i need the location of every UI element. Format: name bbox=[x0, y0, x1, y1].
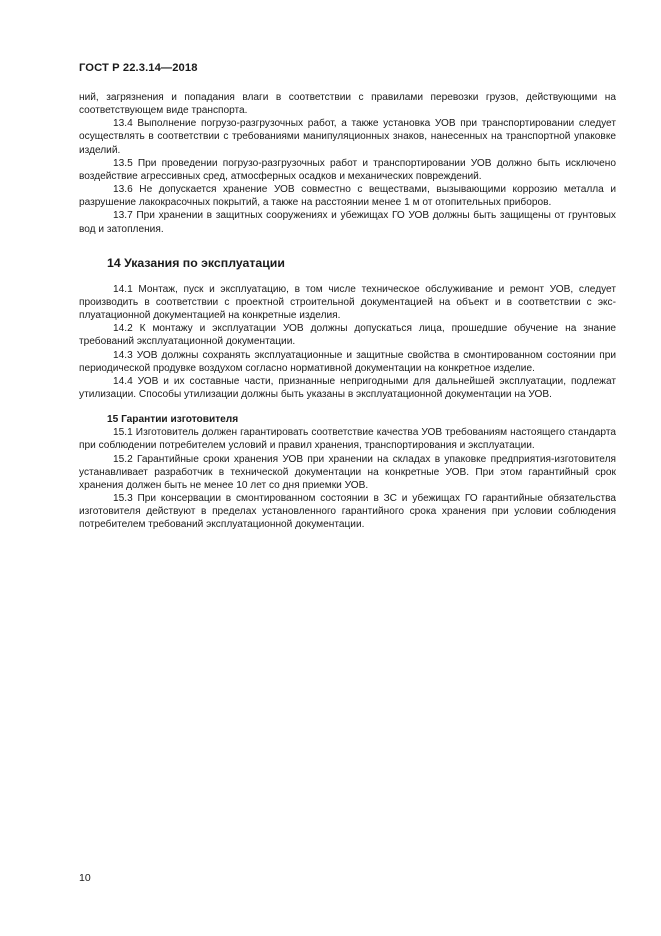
paragraph-14-2: 14.2 К монтажу и эксплуатации УОВ должны допускаться лица, прошедшие обучение на знание требований эксплуатационной документации. bbox=[79, 323, 616, 348]
page-number: 10 bbox=[79, 872, 91, 884]
paragraph-14-4: 14.4 УОВ и их составные части, признанные непригодными для дальнейшей эксплуатации, подлежат утилизации. Способы утилизации должны быть указаны в эксплуатационной документации на УОВ. bbox=[79, 375, 616, 400]
paragraph-13-4: 13.4 Выполнение погрузо-разгрузочных работ, а также установка УОВ при транспортировании следует осуществлять в соответствии с требованиями манипуляционных знаков, нанесенных на транспортной упаковке изделий. bbox=[79, 118, 616, 156]
paragraph-15-1: 15.1 Изготовитель должен гарантировать соответствие качества УОВ требованиям настоящего стандарта при соблюдении потребителем условий и правил хранения, транспортирования и эксплуатации. bbox=[79, 427, 616, 452]
document-code-header: ГОСТ Р 22.3.14—2018 bbox=[79, 62, 198, 74]
paragraph-14-1: 14.1 Монтаж, пуск и эксплуатацию, в том числе техническое обслуживание и ремонт УОВ, следует производить в соответствии с проектной строительной документацией на объект и в соответствии с эксплуатационной документацией на конкретные изделия. bbox=[79, 283, 616, 322]
intro-paragraph: ний, загрязнения и попадания влаги в соответствии с правилами перевозки грузов, действующими на соответствующем виде транспорта. bbox=[79, 92, 616, 117]
paragraph-13-6: 13.6 Не допускается хранение УОВ совместно с веществами, вызывающими коррозию металла и разрушение лакокрасочных покрытий, а также на расстоянии менее 1 м от отопительных приборов. bbox=[79, 184, 616, 209]
paragraph-13-5: 13.5 При проведении погрузо-разгрузочных работ и транспортировании УОВ должно быть исключено воздействие агрессивных сред, атмосферных осадков и механических повреждений. bbox=[79, 157, 616, 182]
paragraph-14-3: 14.3 УОВ должны сохранять эксплуатационные и защитные свойства в смонтированном состоянии при периодической продувке воздухом согласно нормативной документации на конкретное изделие. bbox=[79, 349, 616, 374]
section-14-heading: 14 Указания по эксплуатации bbox=[107, 255, 285, 270]
paragraph-13-7: 13.7 При хранении в защитных сооружениях и убежищах ГО УОВ должны быть защищены от грунтовых вод и затопления. bbox=[79, 210, 616, 235]
section-15-heading: 15 Гарантии изготовителя bbox=[107, 414, 239, 426]
paragraph-15-3: 15.3 При консервации в смонтированном состоянии в ЗС и убежищах ГО гарантийные обязательства изготовителя действуют в пределах установленного гарантийного срока хранения при условии соблюдения потребителем требований эксплуатационной документации. bbox=[79, 493, 616, 531]
document-body bbox=[79, 91, 616, 532]
paragraph-15-2: 15.2 Гарантийные сроки хранения УОВ при хранении на складах в упаковке предприятия-изготовителя устанавливает разработчик в технической документации на конкретные УОВ. При этом гарантийный срок хранения должен быть не менее 10 лет со дня приемки УОВ. bbox=[79, 453, 616, 491]
